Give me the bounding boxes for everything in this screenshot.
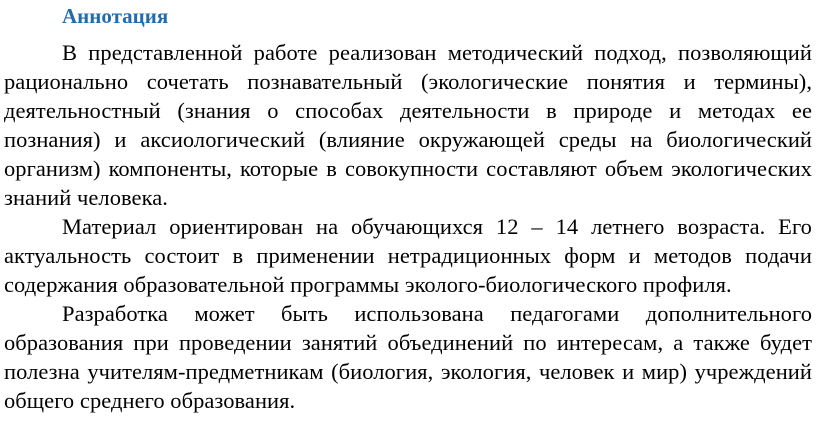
annotation-heading: Аннотация (62, 4, 169, 28)
paragraph-audience: Материал ориентирован на обучающихся 12 – 14 летнего возраста. Его актуальность состоит в применении нетрадиционных форм и методов подачи содержания образовательной программы эколого-биологического профиля. (4, 214, 812, 297)
annotation-body (4, 38, 812, 415)
paragraph-approach: В представленной работе реализован методический подход, позволяющий рационально сочетать познавательный (экологические понятия и термины), деятельностный (знания о способах деятельности в природе и методах ее познания) и аксиологический (влияние окружающей среды на биологический организм) компоненты, которые в совокупности составляют объем экологических знаний человека. (4, 40, 812, 210)
paragraph-usage: Разработка может быть использована педагогами дополнительного образования при проведении занятий объединений по интересам, а также будет полезна учителям-предметникам (биология, экология, человек и мир) учреждений общего среднего образования. (4, 301, 812, 413)
